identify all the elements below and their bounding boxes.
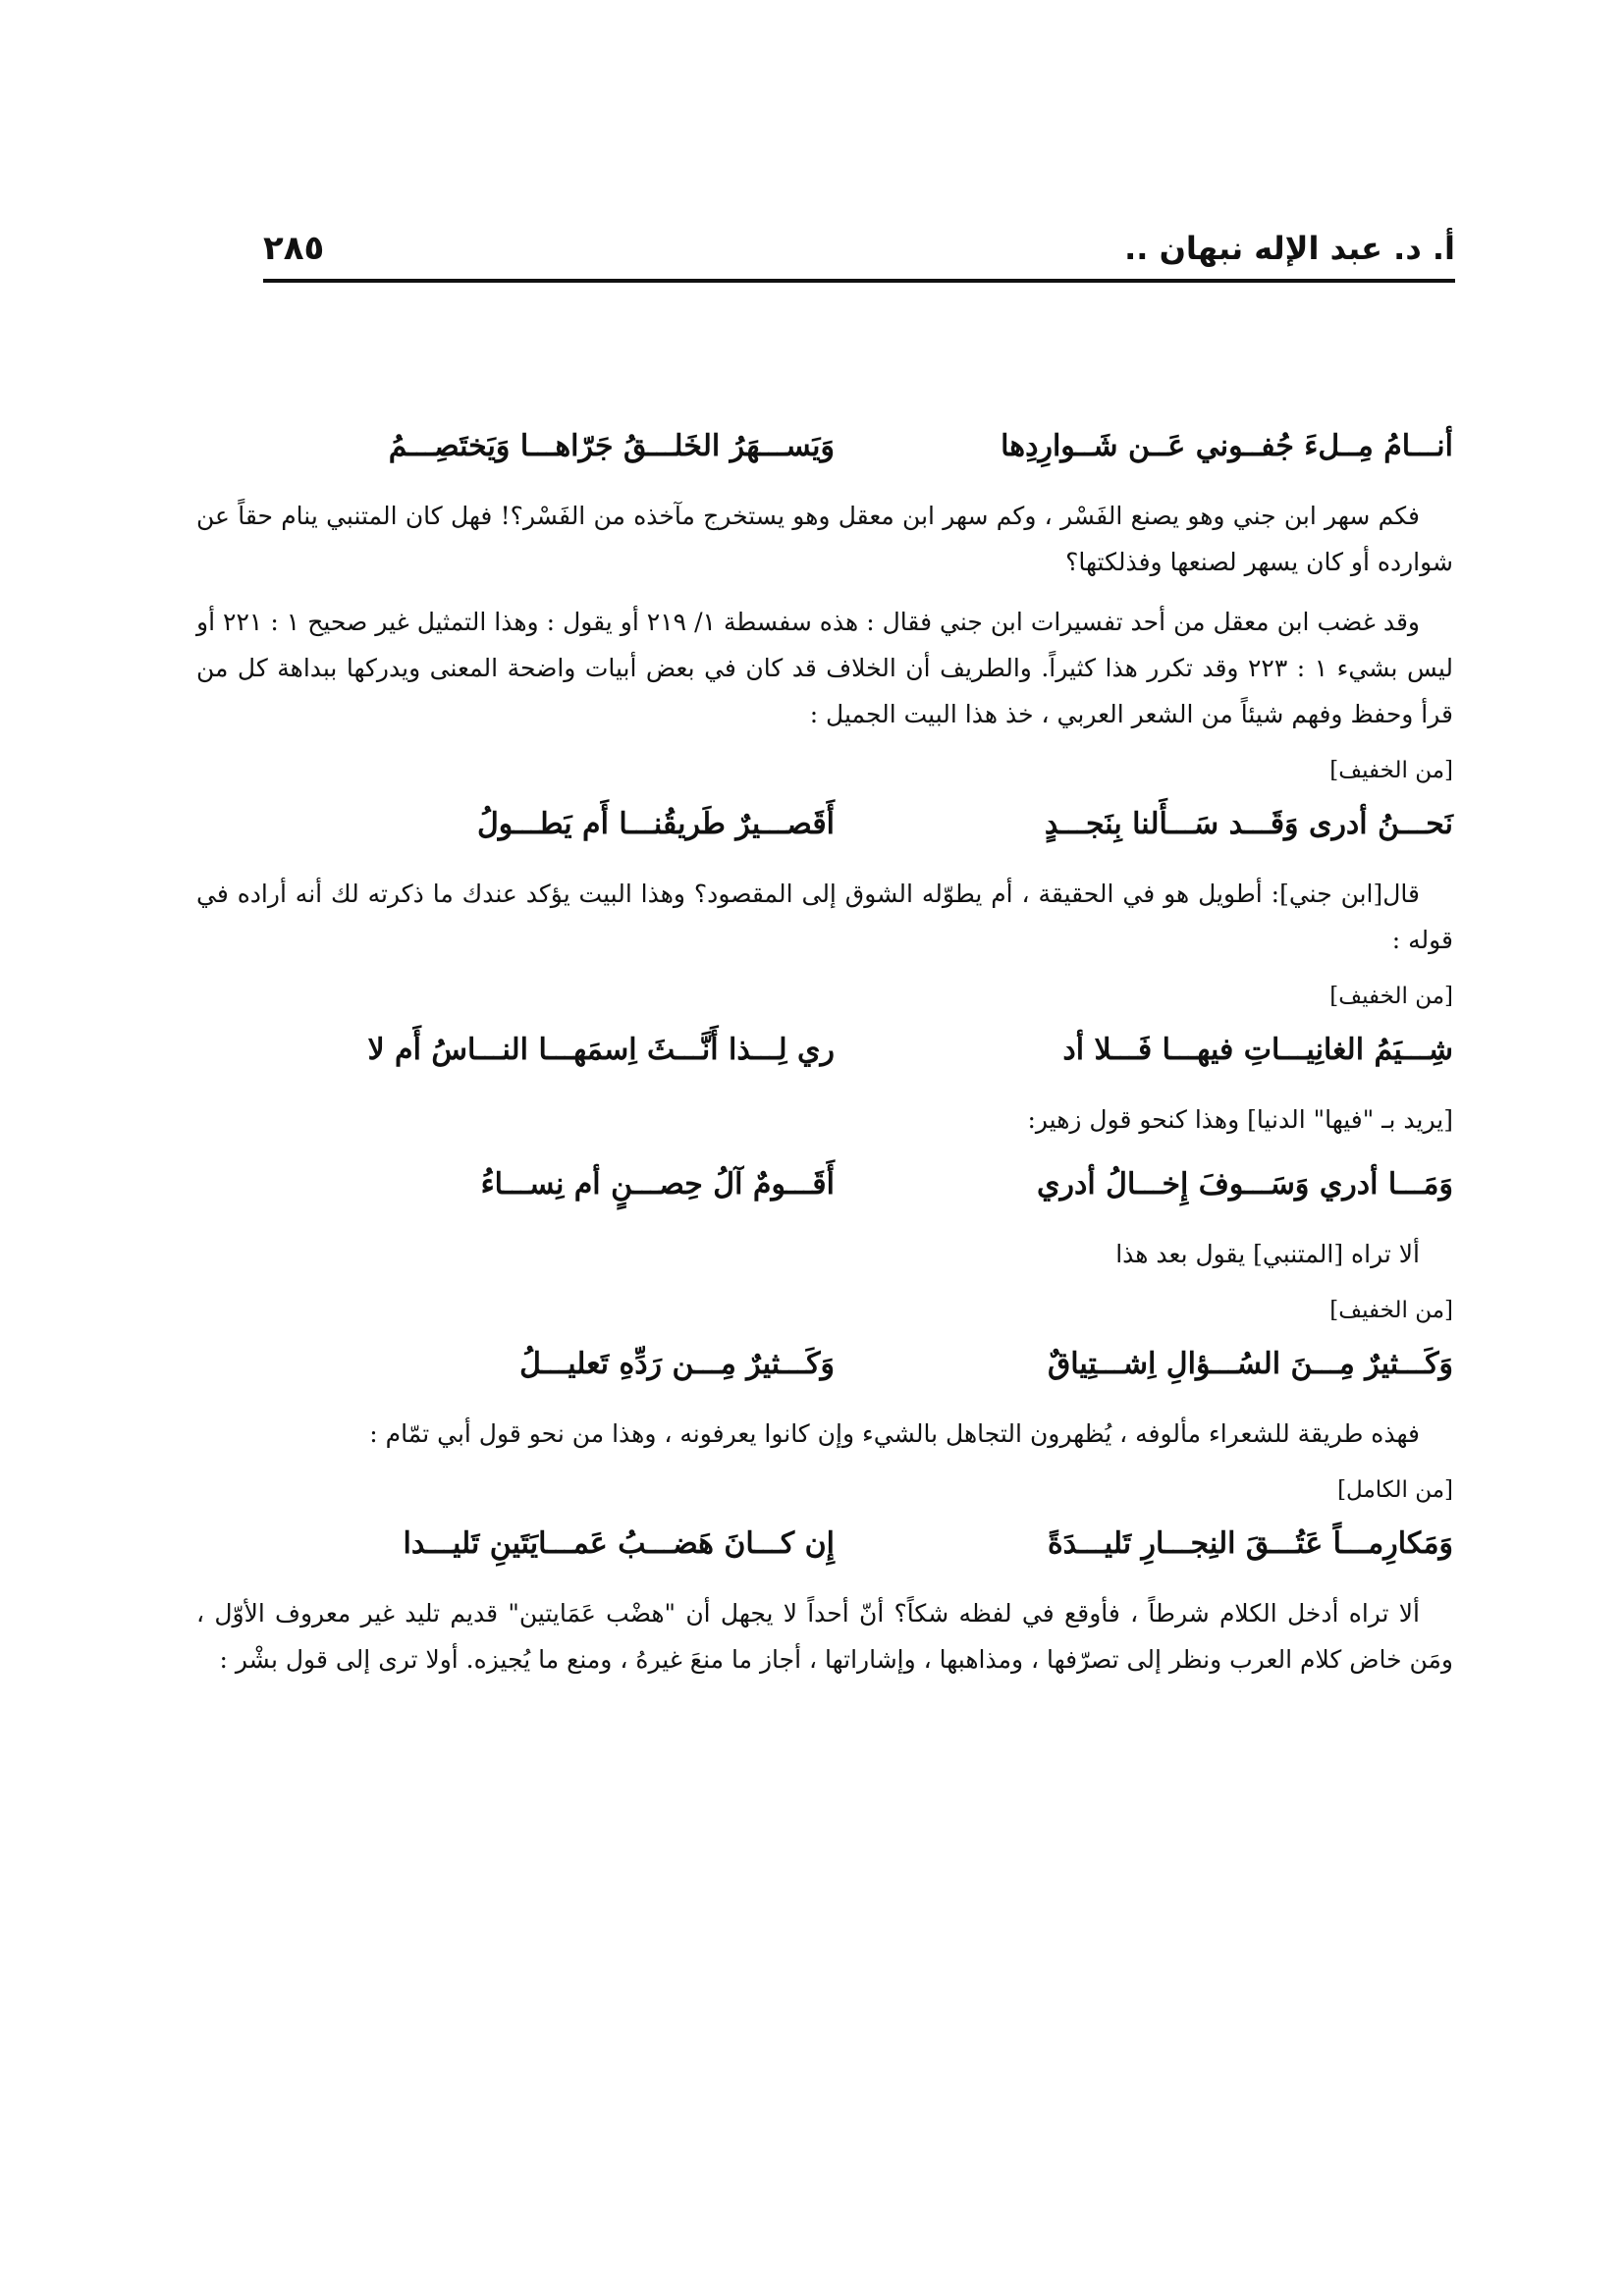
meter-label: [من الخفيف] (1329, 758, 1453, 783)
verse-line (196, 1516, 1453, 1573)
verse-second-hemistich: وَكَـــثيرٌ مِـــن رَدِّهِ تَعليـــلُ (519, 1347, 835, 1381)
verse-second-hemistich: وَيَســـهَرُ الخَلـــقُ جَرّاهـــا وَيَختَصِـــمُ (388, 429, 835, 463)
meter-label: [من الكامل] (1337, 1477, 1453, 1503)
verse-first-hemistich: شِـــيَمُ الغانِيـــاتِ فيهـــا فَـــلا أد (1062, 1033, 1453, 1067)
verse-second-hemistich: ري لِـــذا أَنَّـــثَ اِسمَهـــا النـــاسُ أَم لا (367, 1033, 835, 1067)
verse-second-hemistich: أَقَـــومٌ آلُ حِصـــنٍ أم نِســـاءُ (480, 1167, 835, 1201)
meter-label: [من الخفيف] (1329, 984, 1453, 1009)
paragraph: فهذه طريقة للشعراء مألوفه ، يُظهرون التجاهل بالشيء وإن كانوا يعرفونه ، وهذا من نحو قول أبي تمّام : (369, 1419, 1420, 1448)
verse-line (196, 796, 1453, 853)
verse-first-hemistich: وَمَـــا أدري وَسَـــوفَ إِخـــالُ أدري (1037, 1167, 1453, 1201)
paragraph: ألا تراه أدخل الكلام شرطاً ، فأوقع في لفظه شكاً؟ أنّ أحداً لا يجهل أن "هضْب عَمَايتين" قديم تليد غير معروف الأوّل ، ومَن خاض كلام العرب ونظر إلى تصرّفها ، ومذاهبها ، وإشاراتها ، أجاز ما منعَ غيرهُ ، ومنع ما يُجيزه. أولا ترى إلى قول بشْر : (196, 1599, 1453, 1674)
verse-line (196, 418, 1453, 475)
verse-line (196, 1156, 1453, 1213)
verse-second-hemistich: إِن كـــانَ هَضـــبُ عَمـــايَتَينِ تَليـــدا (403, 1526, 835, 1561)
paragraph: قال[ابن جني]: أطويل هو في الحقيقة ، أم يطوّله الشوق إلى المقصود؟ وهذا البيت يؤكد عندك ما ذكرته لك أنه أراده في قوله : (196, 880, 1453, 954)
paragraph: فكم سهر ابن جني وهو يصنع الفَسْر ، وكم سهر ابن معقل وهو يستخرج مآخذه من الفَسْر؟! فهل كان المتنبي ينام حقاً عن شوارده أو كان يسهر لصنعها وفذلكتها؟ (196, 502, 1453, 576)
paragraph: وقد غضب ابن معقل من أحد تفسيرات ابن جني فقال : هذه سفسطة ١/ ٢١٩ أو يقول : وهذا التمثيل غير صحيح ١ : ٢٢١ أو ليس بشيء ١ : ٢٢٣ وقد تكرر هذا كثيراً. والطريف أن الخلاف قد كان في بعض أبيات واضحة المعنى ويدركها ببداهة كل من قرأ وحفظ وفهم شيئاً من الشعر العربي ، خذ هذا البيت الجميل : (196, 608, 1454, 728)
verse-line (196, 1022, 1453, 1079)
running-header (263, 218, 1455, 283)
paragraph: [يريد بـ "فيها" الدنيا] وهذا كنحو قول زهير: (1027, 1105, 1453, 1134)
verse-second-hemistich: أَقَصـــيرٌ طَريقُنـــا أَم يَطـــولُ (476, 807, 835, 841)
verse-first-hemistich: أنـــامُ مِــلءَ جُفــوني عَــن شَــوارِدِها (1001, 429, 1453, 463)
page-number: ٢٨٥ (263, 229, 325, 268)
verse-first-hemistich: وَكَـــثيرٌ مِـــنَ السُـــؤالِ اِشـــتِياقٌ (1048, 1347, 1453, 1381)
verse-line (196, 1336, 1453, 1393)
meter-label: [من الخفيف] (1329, 1298, 1453, 1323)
header-author: أ. د. عبد الإله نبهان .. (1124, 230, 1455, 267)
paragraph: ألا تراه [المتنبي] يقول بعد هذا (1115, 1240, 1420, 1268)
verse-first-hemistich: وَمَكارِمـــاً عَتُـــقَ النِجـــارِ تَليـــدَةً (1047, 1526, 1453, 1561)
page-content (196, 412, 1453, 1696)
verse-first-hemistich: نَحـــنُ أدرى وَقَـــد سَـــأَلنا بِنَجـــدٍ (1044, 807, 1453, 841)
